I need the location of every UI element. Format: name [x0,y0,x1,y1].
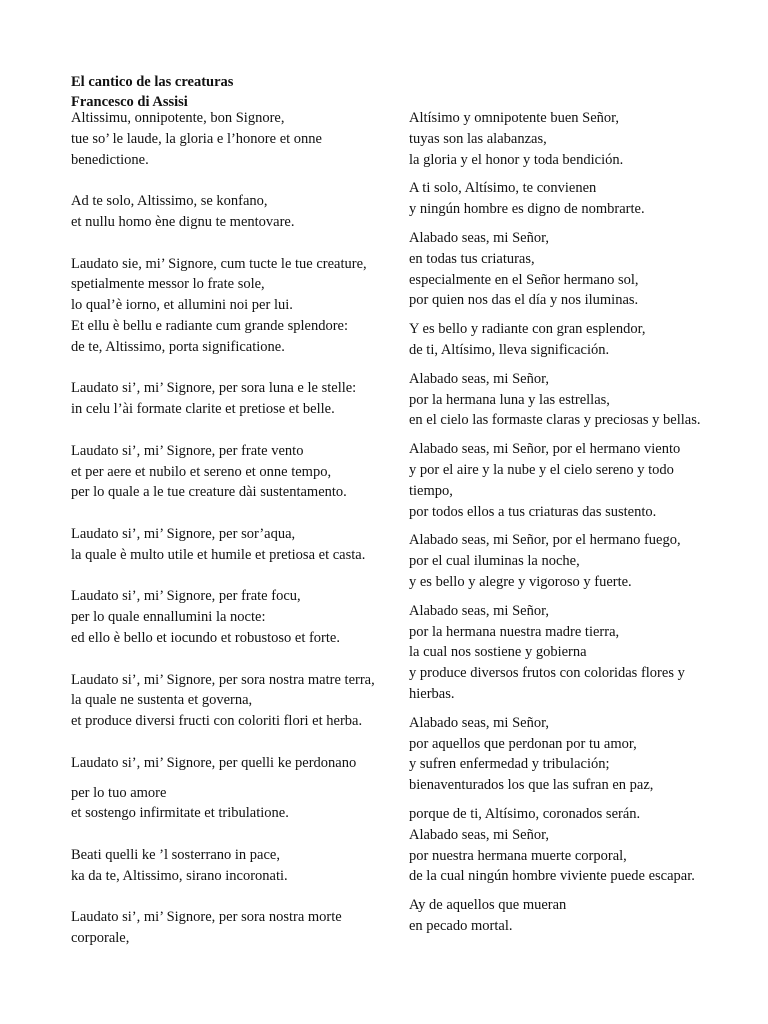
verse-line: corporale, [71,930,130,947]
stanza [71,670,396,732]
verse-line: et per aere et nubilo et sereno et onne tempo, [71,463,332,480]
verse-line: Altísimo y omnipotente buen Señor, [409,110,620,126]
verse-line: Alabado seas, mi Señor, por el hermano fuego, [409,532,681,549]
stanza [409,178,739,220]
stanza [71,254,396,358]
stanza [71,845,396,887]
verse-line: Alabado seas, mi Señor, [409,602,549,619]
stanza [409,369,739,431]
stanza [409,319,739,361]
verse-line: Laudato si’, mi’ Signore, per sora nostra morte [71,909,342,926]
verse-line: ed ello è bello et iocundo et robustoso et forte. [71,629,340,646]
verse-line: Ay de aquellos que mueran [409,897,567,914]
verse-line: por aquellos que perdonan por tu amor, [409,735,637,752]
verse-line: Altissimu, onnipotente, bon Signore, [71,110,285,126]
document-header [71,72,233,112]
verse-line: Laudato si’, mi’ Signore, per sora luna e le stelle: [71,380,357,397]
verse-line: de te, Altissimo, porta significatione. [71,338,285,355]
stanza [409,530,739,592]
verse-line: y produce diversos frutos con coloridas flores y [409,665,685,682]
verse-line: por quien nos das el día y nos iluminas. [409,292,639,309]
verse-line: spetialmente messor lo frate sole, [71,276,265,293]
verse-line: tue so’ le laude, la gloria e l’honore et onne [71,130,322,147]
verse-line: per lo quale ennallumini la nocte: [71,609,266,626]
stanza [71,586,396,648]
verse-line: Beati quelli ke ’l sosterrano in pace, [71,846,280,863]
stanza [409,713,739,796]
verse-line: en el cielo las formaste claras y preciosas y bellas. [409,412,701,429]
verse-line: Alabado seas, mi Señor, por el hermano viento [409,441,681,458]
verse-line: tuyas son las alabanzas, [409,130,547,147]
verse-line: Laudato si’, mi’ Signore, per frate vento [71,442,304,459]
verse-line: especialmente en el Señor hermano sol, [409,271,639,288]
verse-line: en todas tus criaturas, [409,250,535,267]
verse-line: tiempo, [409,482,453,499]
verse-line: y por el aire y la nube y el cielo sereno y todo [409,461,674,478]
verse-line: la cual nos sostiene y gobierna [409,644,587,661]
stanza [71,108,396,170]
verse-line: bienaventurados los que las sufran en paz, [409,777,654,794]
verse-line: ka da te, Altissimo, sirano incoronati. [71,867,288,884]
verse-line: et sostengo infirmitate et tribulatione. [71,805,289,822]
verse-line: Alabado seas, mi Señor, [409,370,549,387]
verse-line: la quale ne sustenta et governa, [71,692,253,709]
verse-line: in celu l’ài formate clarite et pretiose et belle. [71,401,335,418]
verse-line: Alabado seas, mi Señor, [409,229,549,246]
verse-line: porque de ti, Altísimo, coronados serán. [409,805,641,822]
document-author: Francesco di Assisi [71,94,188,110]
verse-line: per lo tuo amore [71,784,167,801]
verse-line: per lo quale a le tue creature dài sustentamento. [71,484,347,501]
document-title: El cantico de las creaturas [71,74,234,90]
verse-line: por la hermana nuestra madre tierra, [409,623,620,640]
stanza [71,907,396,949]
stanza [71,191,396,233]
verse-line: por todos ellos a tus criaturas das sustento. [409,503,657,520]
verse-line: en pecado mortal. [409,917,513,934]
verse-line: Alabado seas, mi Señor, [409,826,549,843]
verse-line: de la cual ningún hombre viviente puede escapar. [409,868,695,885]
stanza [71,441,396,503]
verse-line: y sufren enfermedad y tribulación; [409,756,610,773]
stanza [71,524,396,566]
verse-line: por la hermana luna y las estrellas, [409,391,610,408]
verse-line: lo qual’è iorno, et allumini noi per lui. [71,297,293,314]
verse-line: Et ellu è bellu e radiante cum grande splendore: [71,317,349,334]
verse-line: por nuestra hermana muerte corporal, [409,847,627,864]
verse-line: la quale è multo utile et humile et pretiosa et casta. [71,546,366,563]
verse-line: Laudato si’, mi’ Signore, per sora nostra matre terra, [71,671,375,688]
stanza [409,108,739,170]
verse-line: y ningún hombre es digno de nombrarte. [409,201,645,218]
stanza [409,895,739,937]
verse-line: de ti, Altísimo, lleva significación. [409,341,610,358]
verse-line: benedictione. [71,151,149,168]
stanza [409,601,739,705]
verse-line: Laudato si’, mi’ Signore, per sor’aqua, [71,525,296,542]
verse-line: Y es bello y radiante con gran esplendor, [409,321,646,338]
italian-column [71,108,396,949]
stanza [409,439,739,522]
verse-line: Ad te solo, Altissimo, se konfano, [71,193,268,210]
verse-line: la gloria y el honor y toda bendición. [409,151,624,168]
verse-line: Laudato si’, mi’ Signore, per quelli ke perdonano [71,754,357,771]
stanza [71,783,396,825]
verse-line: Alabado seas, mi Señor, [409,714,549,731]
spanish-column [409,108,739,937]
stanza [409,804,739,887]
verse-line: Laudato si’, mi’ Signore, per frate focu, [71,588,301,605]
verse-line: Laudato sie, mi’ Signore, cum tucte le tue creature, [71,255,367,272]
verse-line: y es bello y alegre y vigoroso y fuerte. [409,573,632,590]
stanza [71,753,396,774]
verse-line: et nullu homo ène dignu te mentovare. [71,213,295,230]
stanza [409,228,739,311]
verse-line: por el cual iluminas la noche, [409,553,580,570]
verse-line: A ti solo, Altísimo, te convienen [409,180,597,197]
verse-line: hierbas. [409,685,455,702]
stanza [71,378,396,420]
verse-line: et produce diversi fructi con coloriti flori et herba. [71,713,363,730]
